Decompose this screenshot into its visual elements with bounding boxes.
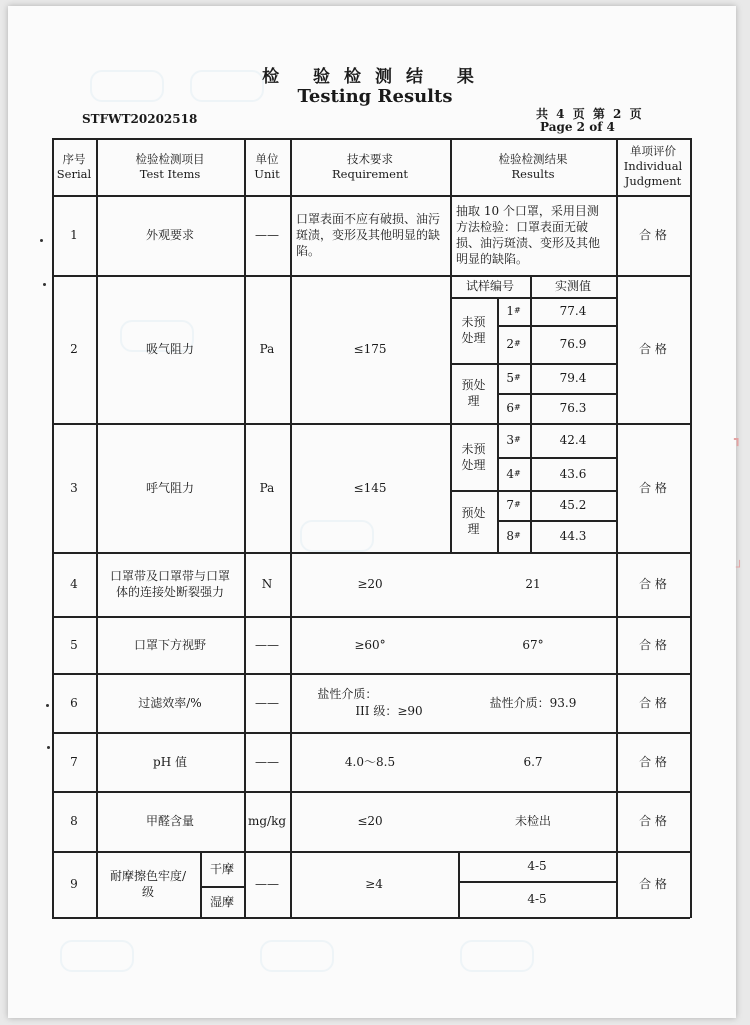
col-header-requirement: 技术要求 Requirement bbox=[332, 151, 408, 181]
row-unit: —— bbox=[255, 637, 279, 652]
row-unit: Pa bbox=[259, 342, 275, 356]
group-label: 未预处理 bbox=[461, 441, 486, 472]
row-test-item: 甲醛含量 bbox=[145, 814, 194, 828]
row-test-item: 吸气阻力 bbox=[145, 342, 194, 356]
row-result: 抽取 10 个口罩，采用目测方法检验：口罩表面无破损、油污斑渍、变形及其他明显的缺陷。 bbox=[456, 204, 601, 266]
row-serial: 6 bbox=[70, 695, 78, 710]
row-judgment: 合 格 bbox=[639, 814, 667, 828]
row-unit: —— bbox=[255, 754, 279, 769]
row-requirement: 4.0～8.5 bbox=[344, 754, 396, 769]
page-title-en: Testing Results bbox=[297, 86, 453, 107]
page-indicator-cn: 共 4 页 第 2 页 bbox=[536, 107, 644, 121]
sample-value: 77.4 bbox=[559, 304, 587, 318]
row-result: 盐性介质：93.9 bbox=[489, 695, 577, 710]
sample-value: 45.2 bbox=[559, 498, 587, 512]
sample-no: 6 # bbox=[506, 401, 521, 415]
group-label: 预处理 bbox=[461, 378, 486, 408]
row-test-item: 耐摩擦色牢度/级 bbox=[109, 869, 187, 899]
row-result: 67° bbox=[522, 637, 544, 652]
row-test-item: 口罩下方视野 bbox=[133, 637, 206, 652]
row-unit: mg/kg bbox=[247, 814, 287, 828]
sample-no: 7 # bbox=[506, 498, 521, 512]
row-test-item: 口罩带及口罩带与口罩体的连接处断裂强力 bbox=[110, 569, 231, 599]
sample-value: 44.3 bbox=[559, 529, 587, 543]
row-requirement: ≥20 bbox=[357, 577, 383, 591]
row-requirement: ≥60° bbox=[354, 637, 386, 652]
row-judgment: 合 格 bbox=[639, 877, 667, 891]
row-serial: 7 bbox=[70, 754, 78, 769]
report-number: STFWT20202518 bbox=[82, 112, 198, 126]
row-judgment: 合 格 bbox=[639, 637, 667, 652]
row-serial: 1 bbox=[70, 228, 78, 242]
sample-no: 8 # bbox=[506, 529, 521, 543]
sample-no: 1 # bbox=[506, 304, 521, 318]
row-requirement: ≤20 bbox=[357, 814, 383, 828]
row-unit: N bbox=[261, 577, 273, 591]
row-judgment: 合 格 bbox=[639, 480, 667, 495]
row-serial: 8 bbox=[70, 814, 78, 828]
sub-item-label: 湿摩 bbox=[209, 894, 234, 909]
row-requirement: ≤145 bbox=[353, 480, 387, 495]
sample-value: 76.9 bbox=[559, 337, 587, 351]
row-serial: 2 bbox=[70, 342, 78, 356]
page-indicator-en: Page 2 of 4 bbox=[540, 120, 615, 134]
sample-no: 2 # bbox=[506, 337, 521, 351]
row-test-item: 呼气阻力 bbox=[145, 480, 194, 495]
row-judgment: 合 格 bbox=[639, 695, 667, 710]
col-header-test-items: 检验检测项目 Test Items bbox=[135, 151, 205, 181]
row-unit: —— bbox=[255, 228, 279, 242]
col-header-unit: 单位 Unit bbox=[254, 151, 280, 181]
sample-value: 43.6 bbox=[559, 466, 587, 481]
sub-item-result: 4-5 bbox=[527, 859, 547, 873]
row-judgment: 合 格 bbox=[639, 577, 667, 591]
row-result: 未检出 bbox=[514, 814, 551, 828]
row-unit: —— bbox=[255, 877, 279, 891]
sub-header-sample-no: 试样编号 bbox=[465, 279, 514, 293]
sample-value: 76.3 bbox=[559, 401, 587, 415]
stamp-mark: ┘ bbox=[736, 560, 744, 574]
row-unit: —— bbox=[255, 695, 279, 710]
row-requirement: 盐性介质： III 级：≥90 bbox=[317, 686, 423, 718]
col-header-serial: 序号 Serial bbox=[56, 151, 92, 181]
row-unit: Pa bbox=[259, 480, 275, 495]
row-test-item: pH 值 bbox=[153, 754, 187, 769]
row-judgment: 合 格 bbox=[639, 342, 667, 356]
row-serial: 4 bbox=[70, 577, 78, 591]
row-requirement: ≤175 bbox=[353, 342, 387, 356]
row-judgment: 合 格 bbox=[639, 754, 667, 769]
stamp-mark: ┓ bbox=[734, 432, 742, 446]
sub-header-measured-value: 实测值 bbox=[554, 279, 591, 293]
col-header-results: 检验检测结果 Results bbox=[498, 151, 568, 181]
sub-item-label: 干摩 bbox=[209, 861, 234, 876]
sample-no: 4 # bbox=[506, 466, 521, 481]
row-judgment: 合 格 bbox=[639, 228, 667, 242]
row-requirement: 口罩表面不应有破损、油污斑渍，变形及其他明显的缺陷。 bbox=[296, 212, 441, 258]
sub-item-result: 4-5 bbox=[527, 892, 547, 906]
sample-no: 3 # bbox=[506, 433, 521, 447]
sample-value: 42.4 bbox=[559, 433, 587, 447]
group-label: 预处理 bbox=[461, 506, 486, 536]
page-title-cn: 检 验检测结 果 bbox=[262, 67, 488, 87]
group-label: 未预处理 bbox=[461, 315, 486, 345]
row-requirement: ≥4 bbox=[365, 877, 383, 891]
sample-value: 79.4 bbox=[559, 371, 587, 385]
row-serial: 9 bbox=[70, 877, 78, 891]
row-test-item: 过滤效率/% bbox=[138, 695, 202, 710]
row-serial: 5 bbox=[70, 637, 78, 652]
sample-no: 5 # bbox=[506, 371, 521, 385]
row-result: 6.7 bbox=[523, 754, 543, 769]
row-test-item: 外观要求 bbox=[145, 228, 194, 242]
row-serial: 3 bbox=[70, 480, 78, 495]
col-header-judgment: 单项评价 Individual Judgment bbox=[623, 144, 683, 188]
row-result: 21 bbox=[525, 577, 541, 591]
